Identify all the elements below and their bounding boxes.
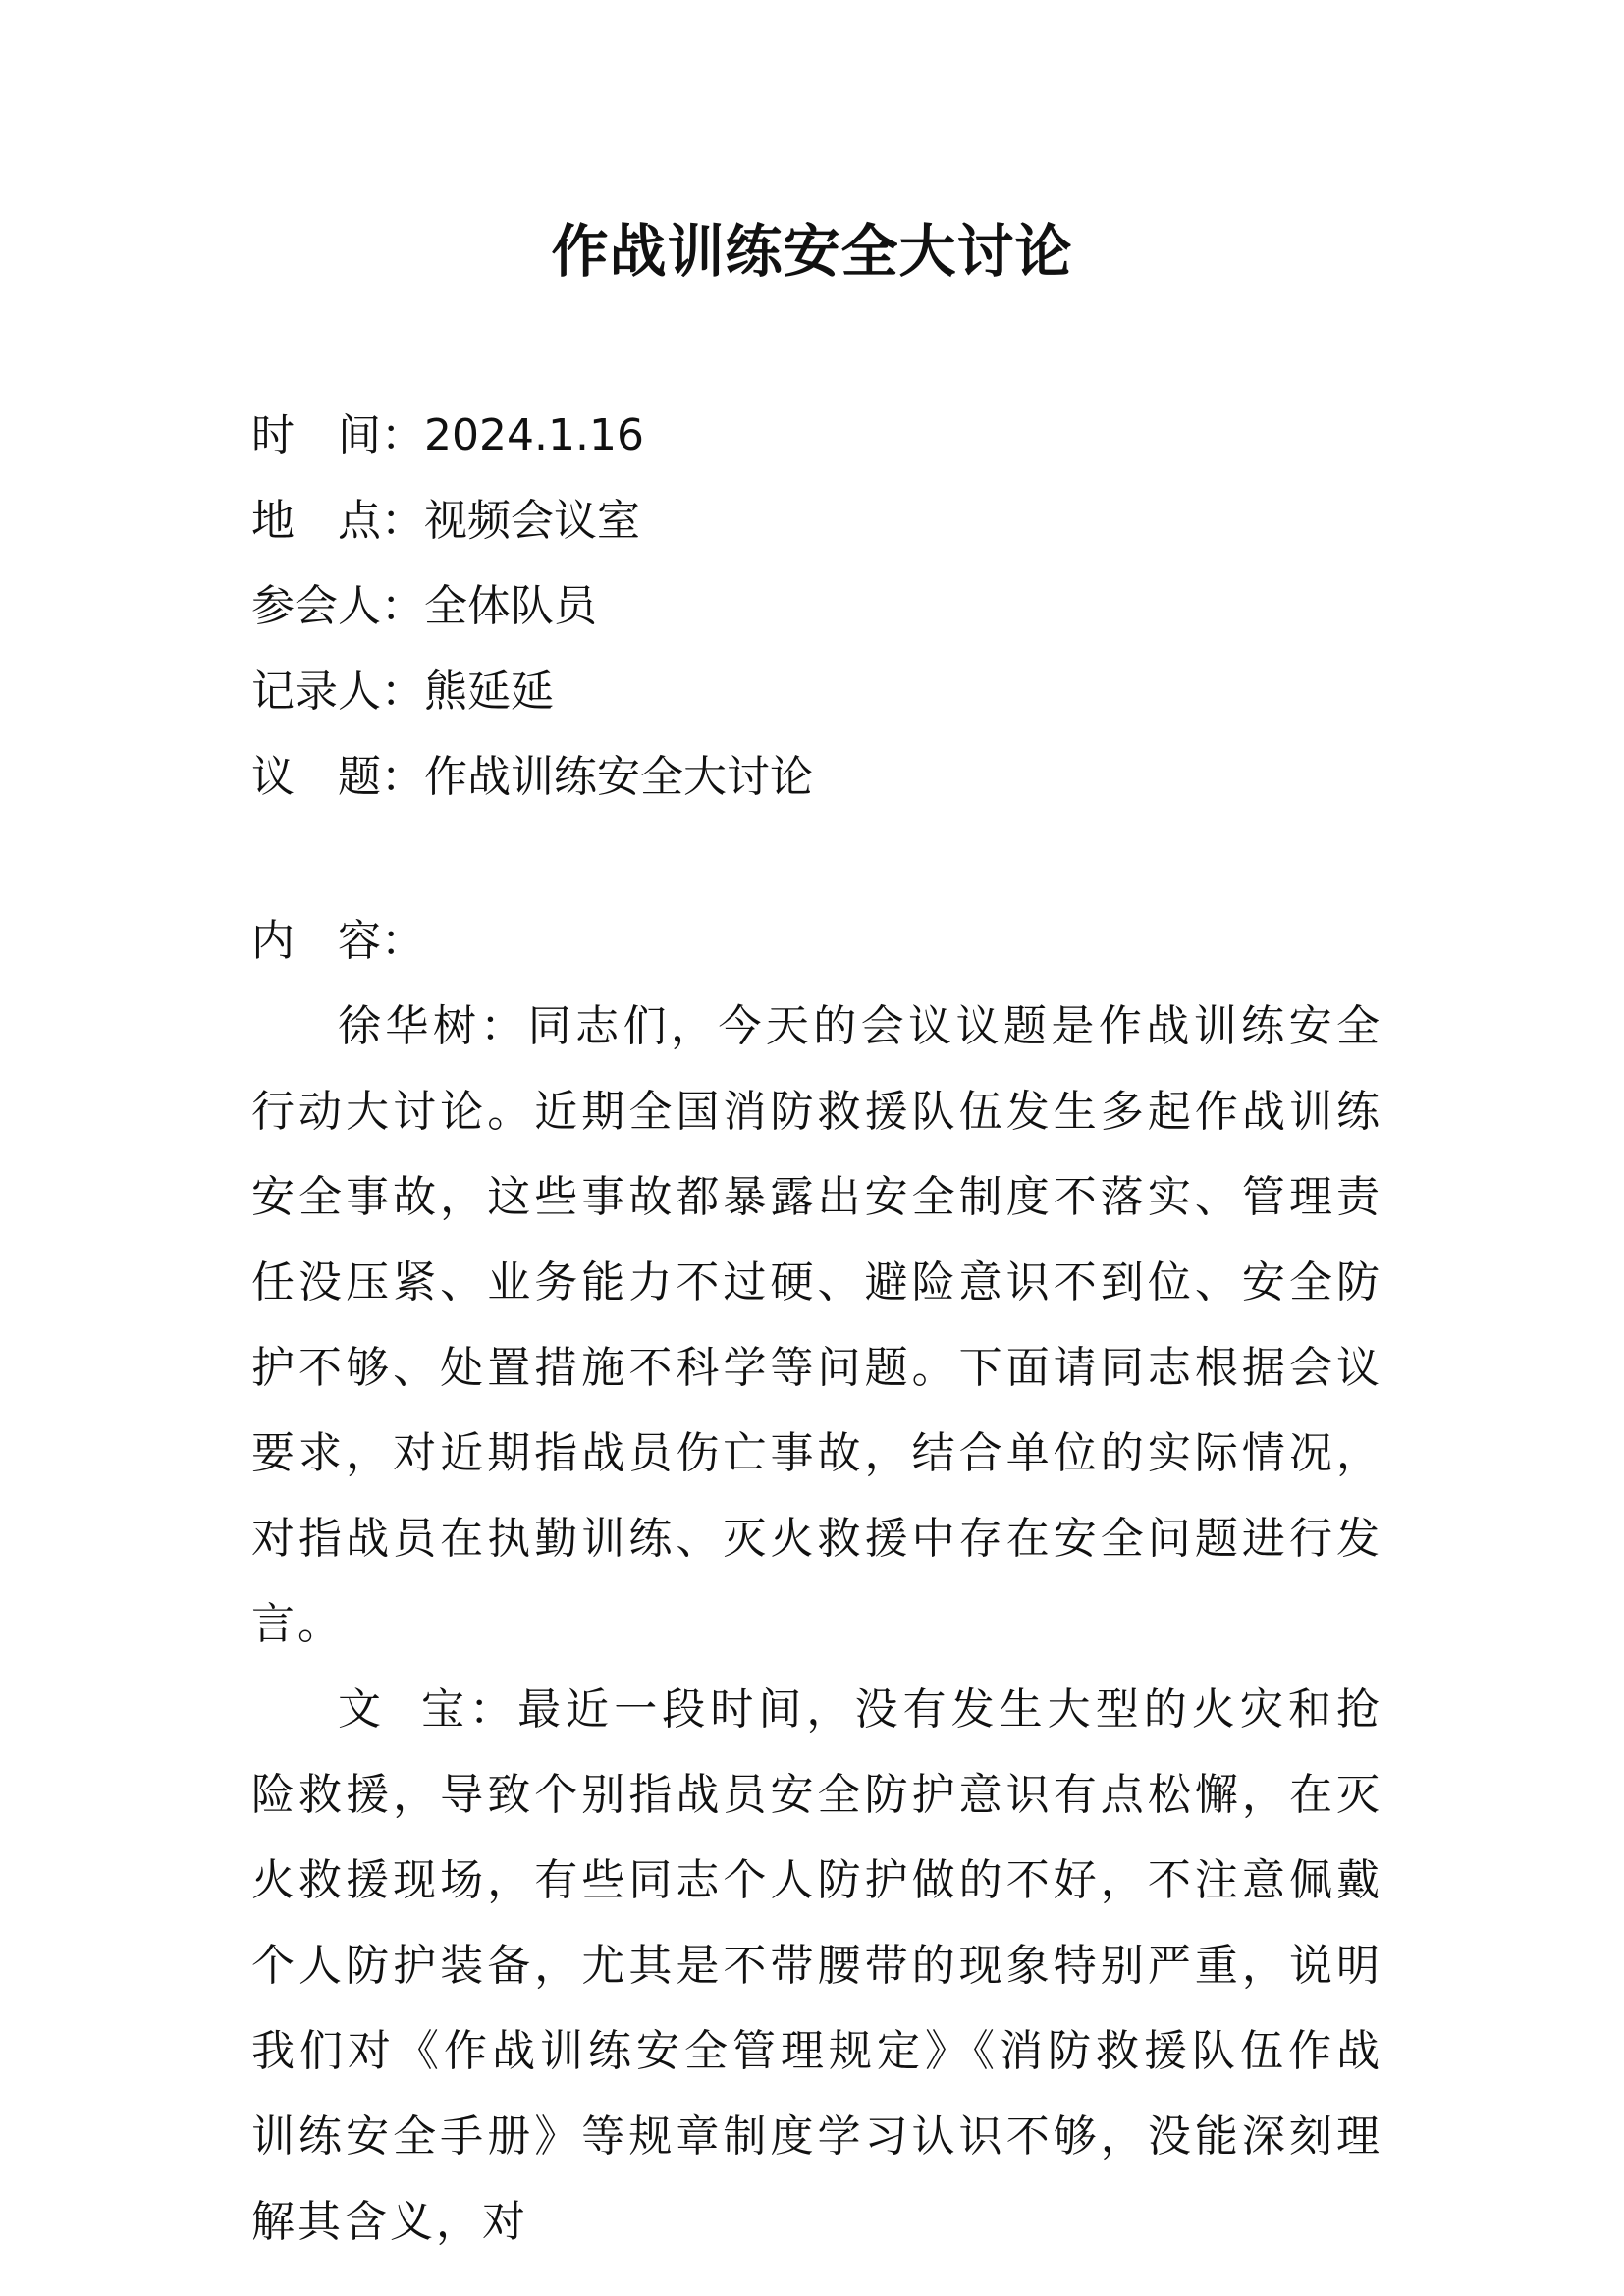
meeting-attendees-label: 参会人 xyxy=(251,581,381,631)
meeting-time-colon: ： xyxy=(381,410,424,460)
meeting-time-label: 时间 xyxy=(251,410,381,460)
document-title: 作战训练安全大讨论 xyxy=(551,218,1073,285)
meeting-attendees-row xyxy=(251,563,1390,649)
meeting-recorder-value: 熊延延 xyxy=(424,667,554,717)
meeting-location-value: 视频会议室 xyxy=(424,496,640,546)
speech-text: 最近一段时间，没有发生大型的火灾和抢险救援，导致个别指战员安全防护意识有点松懈，在灭火救援现场，有些同志个人防护做的不好，不注意佩戴个人防护装备，尤其是不带腰带的现象特别严重，说明我们对《作战训练安全管理规定》《消防救援队伍作战训练安全手册》等规章制度学习认识不够，没能深刻理解其含义，对 xyxy=(251,1684,1383,2247)
speaker-colon: ： xyxy=(480,1001,528,1051)
speech-text: 同志们，今天的会议议题是作战训练安全行动大讨论。近期全国消防救援队伍发生多起作战训练安全事故，这些事故都暴露出安全制度不落实、管理责任没压紧、业务能力不过硬、避险意识不到位、安全防护不够、处置措施不科学等问题。下面请同志根据会议要求，对近期指战员伤亡事故，结合单位的实际情况，对指战员在执勤训练、灭火救援中存在安全问题进行发言。 xyxy=(251,1001,1383,1649)
meeting-info xyxy=(251,393,1390,820)
meeting-time-row xyxy=(251,393,1390,478)
meeting-recorder-row xyxy=(251,649,1390,734)
meeting-topic-row xyxy=(251,734,1390,820)
content-label: 内 容： xyxy=(251,916,424,966)
speaker-name: 徐华树 xyxy=(338,1001,481,1051)
speaker-name: 文宝 xyxy=(338,1684,467,1735)
meeting-topic-colon: ： xyxy=(381,752,424,802)
meeting-location-row xyxy=(251,478,1390,563)
meeting-recorder-colon: ： xyxy=(381,667,424,717)
meeting-location-label: 地点 xyxy=(251,496,381,546)
meeting-content xyxy=(251,984,1382,2265)
meeting-topic-label: 议题 xyxy=(251,752,381,802)
speech-paragraph-wen xyxy=(251,1667,1382,2265)
speaker-colon: ： xyxy=(467,1684,518,1735)
meeting-attendees-colon: ： xyxy=(381,581,424,631)
meeting-attendees-value: 全体队员 xyxy=(424,581,597,631)
meeting-location-colon: ： xyxy=(381,496,424,546)
meeting-topic-value: 作战训练安全大讨论 xyxy=(424,752,813,802)
meeting-time-value: 2024.1.16 xyxy=(424,410,644,460)
speech-paragraph-xu xyxy=(251,984,1382,1667)
meeting-recorder-label: 记录人 xyxy=(251,667,381,717)
